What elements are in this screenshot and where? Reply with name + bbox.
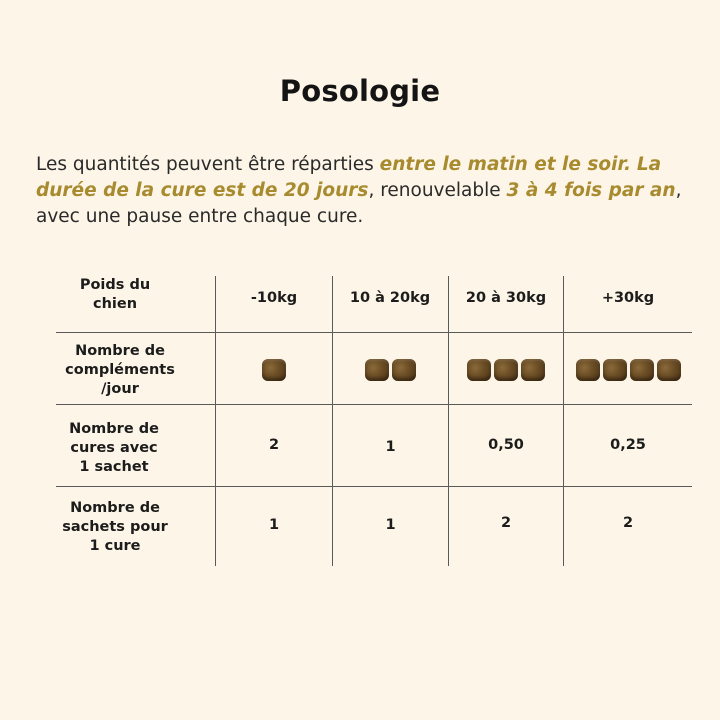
chew-group — [262, 359, 286, 381]
table-divider — [56, 332, 692, 333]
intro-part-1: Les quantités peuvent être réparties — [36, 154, 380, 175]
chew-icon — [630, 359, 654, 381]
chew-icon — [392, 359, 416, 381]
table-divider — [56, 486, 692, 487]
chew-icon — [365, 359, 389, 381]
chews-cell — [333, 338, 448, 402]
cures-value: 1 — [385, 438, 396, 455]
chew-icon — [521, 359, 545, 381]
cures-value: 0,50 — [488, 436, 524, 453]
intro-part-4: , avec une pause entre chaque cure. — [36, 180, 682, 227]
header-weight-col: -10kg — [250, 289, 298, 306]
page-title: Posologie — [279, 74, 441, 108]
intro-highlight-2: La durée de la cure est de 20 jours — [36, 154, 662, 201]
chew-icon — [494, 359, 518, 381]
chew-icon — [467, 359, 491, 381]
chews-cell — [564, 338, 692, 402]
chew-icon — [262, 359, 286, 381]
sachets-value: 2 — [500, 514, 512, 531]
chew-icon — [603, 359, 627, 381]
cures-value: 0,25 — [610, 436, 646, 453]
chews-cell — [216, 338, 332, 402]
chew-group — [467, 359, 545, 381]
intro-highlight-3: 3 à 4 fois par an — [506, 180, 676, 201]
sachets-value: 1 — [385, 516, 396, 533]
header-weight-col: 20 à 30kg — [465, 289, 547, 306]
row-label-cures: Nombre de cures avec 1 sachet — [69, 420, 159, 475]
intro-part-3: , renouvelable — [368, 180, 507, 201]
sachets-value: 2 — [622, 514, 634, 531]
cures-value: 2 — [268, 436, 280, 453]
chew-icon — [657, 359, 681, 381]
row-label-sachets: Nombre de sachets pour 1 cure — [62, 499, 168, 554]
row-label-chews: Nombre de compléments /jour — [65, 342, 175, 397]
intro-highlight-1: entre le matin et le soir. — [379, 154, 631, 175]
sachets-value: 1 — [268, 516, 280, 533]
chew-icon — [576, 359, 600, 381]
header-weight-label: Poids du chien — [79, 277, 151, 312]
header-weight-col: 10 à 20kg — [349, 289, 431, 306]
header-weight-col: +30kg — [601, 289, 655, 306]
intro-text — [36, 152, 696, 230]
chews-cell — [449, 338, 563, 402]
table-divider — [56, 404, 692, 405]
chew-group — [576, 359, 681, 381]
chew-group — [365, 359, 416, 381]
